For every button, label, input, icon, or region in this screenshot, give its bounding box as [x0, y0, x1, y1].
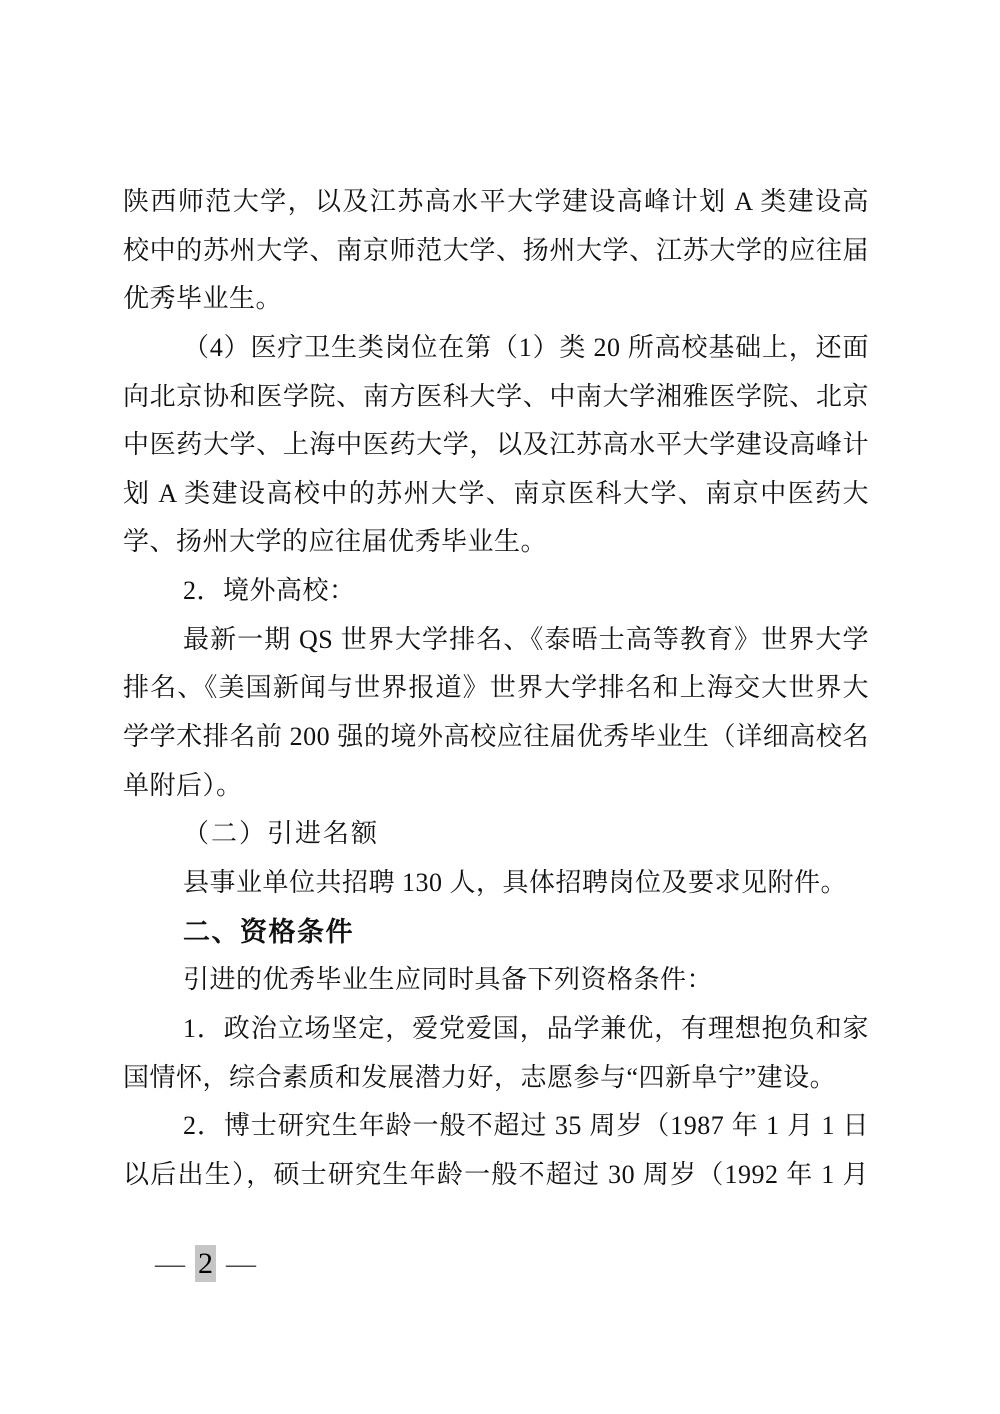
text-line: 中医药大学、上海中医药大学，以及江苏高水平大学建设高峰计	[123, 430, 869, 460]
footer-page-number: 2	[195, 1245, 216, 1282]
text-line: 向北京协和医学院、南方医科大学、中南大学湘雅医学院、北京	[123, 381, 869, 411]
text-line: （二）引进名额	[183, 819, 380, 849]
document-body	[123, 178, 869, 1199]
text-line: 2．境外高校：	[183, 576, 356, 606]
text-line: 排名、《美国新闻与世界报道》世界大学排名和上海交大世界大	[123, 673, 869, 703]
text-line: 校中的苏州大学、南京师范大学、扬州大学、江苏大学的应往届	[123, 235, 869, 265]
text-line: 学学术排名前 200 强的境外高校应往届优秀毕业生（详细高校名	[123, 722, 869, 752]
text-line: 国情怀，综合素质和发展潜力好，志愿参与“四新阜宁”建设。	[123, 1062, 837, 1092]
text-line: 1．政治立场坚定，爱党爱国，品学兼优，有理想抱负和家	[183, 1013, 869, 1043]
text-line: 引进的优秀毕业生应同时具备下列资格条件：	[183, 965, 714, 995]
text-line: 县事业单位共招聘 130 人，具体招聘岗位及要求见附件。	[183, 867, 848, 897]
text-line: 最新一期 QS 世界大学排名、《泰晤士高等教育》世界大学	[183, 624, 869, 654]
text-line: 划 A 类建设高校中的苏州大学、南京医科大学、南京中医药大	[123, 478, 869, 508]
text-line: 以后出生），硕士研究生年龄一般不超过 30 周岁（1992 年 1 月	[123, 1159, 869, 1189]
text-line: 学、扬州大学的应往届优秀毕业生。	[123, 527, 548, 557]
text-line: 陕西师范大学，以及江苏高水平大学建设高峰计划 A 类建设高	[123, 187, 869, 216]
footer-dash-left: —	[155, 1247, 185, 1280]
footer-dash-right: —	[226, 1247, 256, 1280]
text-line: 二、资格条件	[183, 916, 354, 947]
text-line: 单附后）。	[123, 770, 243, 800]
text-line: 优秀毕业生。	[123, 284, 283, 314]
text-line: 2．博士研究生年龄一般不超过 35 周岁（1987 年 1 月 1 日	[183, 1111, 869, 1141]
text-line: （4）医疗卫生类岗位在第（1）类 20 所高校基础上，还面	[183, 332, 869, 362]
page-footer	[155, 1244, 256, 1284]
